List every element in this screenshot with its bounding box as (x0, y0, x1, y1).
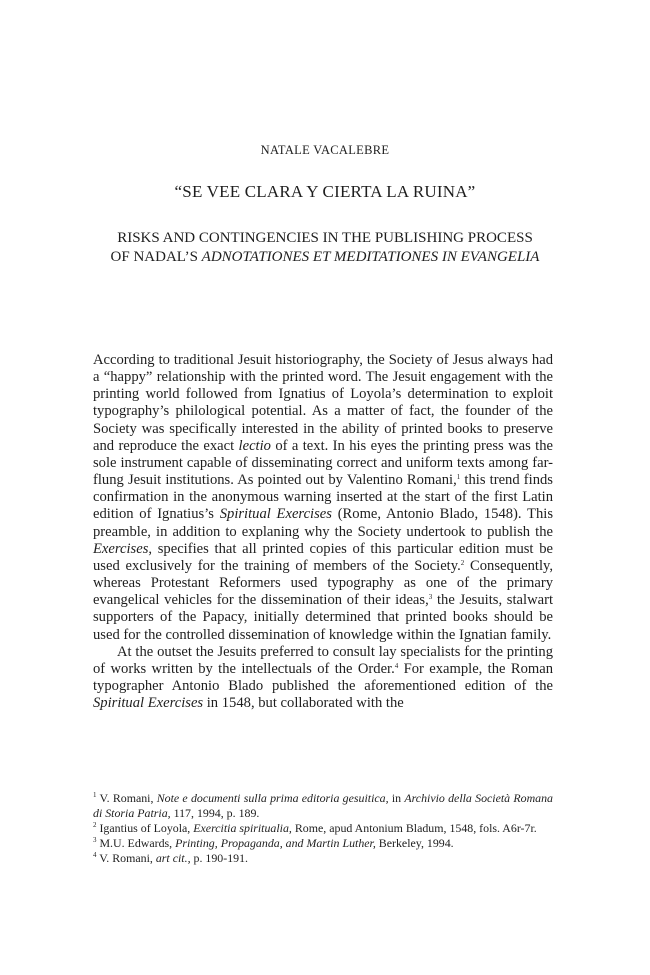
text-run: this trend finds confirmation in the anonymous warning inserted at the start of the first Latin edition of Ignatius’s (93, 472, 553, 523)
text-run: (Rome, Antonio Blado, 1548). This preamble, in addition to explaning why the Society undertook to publish the (93, 506, 554, 540)
footnotes (93, 791, 553, 866)
article-title: “SE VEE CLARA Y CIERTA LA RUINA” (174, 182, 476, 201)
text-run: Rome, apud Antonium Bladum, 1548, fols. A6r-7r. (291, 821, 537, 835)
italic-title: Exercitia spiritualia, (193, 821, 292, 835)
italic-title: Printing, Propaganda, and Martin Luther, (175, 836, 376, 850)
italic-term: lectio (238, 437, 271, 454)
paragraph-2 (93, 644, 553, 713)
footnote-3 (93, 836, 553, 851)
body-text (93, 352, 553, 712)
text-run: For example, the Roman typographer Antonio Blado published the aforementioned edition of the (93, 660, 554, 694)
footnote-ref-4[interactable]: 4 (394, 661, 399, 670)
footnote-ref-1[interactable]: 1 (456, 473, 461, 482)
text-run: V. Romani, (96, 851, 156, 865)
article-subtitle (0, 229, 650, 267)
subtitle-italic-title: ADNOTATIONES ET MEDITATIONES IN EVANGELIA (201, 249, 540, 265)
text-run: V. Romani, (96, 791, 157, 805)
italic-title: Exercises (93, 540, 149, 557)
footnote-ref-2[interactable]: 2 (460, 558, 465, 567)
italic-title: art cit., (155, 851, 191, 865)
subtitle-line-2 (0, 248, 650, 267)
footnote-ref-3[interactable]: 3 (428, 593, 433, 602)
text-run: Igantius of Loyola, (96, 821, 194, 835)
footnote-2 (93, 821, 553, 836)
italic-title: Spiritual Exercises (93, 695, 204, 712)
text-run: p. 190-191. (190, 851, 249, 865)
text-run: in (388, 791, 405, 805)
italic-title: Archivio della Società Romana di Storia Patria, (93, 791, 554, 820)
footnote-number: 1 (93, 791, 97, 799)
footnote-number: 4 (93, 851, 97, 859)
text-run: At the outset the Jesuits preferred to consult lay specialists for the printing of works written by the intellectuals of the Order. (93, 643, 553, 677)
text-run: the Jesuits, stalwart supporters of the Papacy, initially determined that printed books should be used for the controlled dissemination of knowledge within the Ignatian family. (93, 592, 554, 643)
text-run: M.U. Edwards, (96, 836, 176, 850)
footnote-number: 3 (93, 836, 97, 844)
paragraph-1 (93, 352, 553, 644)
italic-title: Spiritual Exercises (219, 506, 332, 523)
footnote-1 (93, 791, 553, 821)
text-run: Consequently, whereas Protestant Reformers used typography as one of the primary evangelical vehicles for the dissemination of their ideas, (93, 557, 553, 609)
text-run: Berkeley, 1994. (375, 836, 454, 850)
footnote-4 (93, 851, 553, 866)
footnote-number: 2 (93, 821, 97, 829)
text-run: of a text. In his eyes the printing press was the sole instrument capable of disseminating correct and uniform texts among far-flung Jesuit institutions. As pointed out by Valentino Romani, (93, 437, 553, 489)
text-run: , specifies that all printed copies of this particular edition must be used exclusively for the training of members of the Society. (93, 540, 553, 574)
subtitle-prefix: OF NADAL’S (110, 249, 202, 265)
text-run: According to traditional Jesuit historiography, the Society of Jesus always had a “happy” relationship with the printed word. The Jesuit engagement with the printing world followed from Ignatius of Loyola’s determination to exploit typography’s philological potential. As a matter of fact, the founder of the Society was specifically interested in the ability of printed books to preserve and reproduce the exact (93, 352, 553, 454)
text-run: in 1548, but collaborated with the (203, 695, 404, 712)
subtitle-line-1: RISKS AND CONTINGENCIES IN THE PUBLISHING PROCESS (117, 230, 533, 246)
text-run: 117, 1994, p. 189. (170, 806, 260, 820)
italic-title: Note e documenti sulla prima editoria gesuitica, (156, 791, 389, 805)
author-name: NATALE VACALEBRE (260, 143, 390, 157)
